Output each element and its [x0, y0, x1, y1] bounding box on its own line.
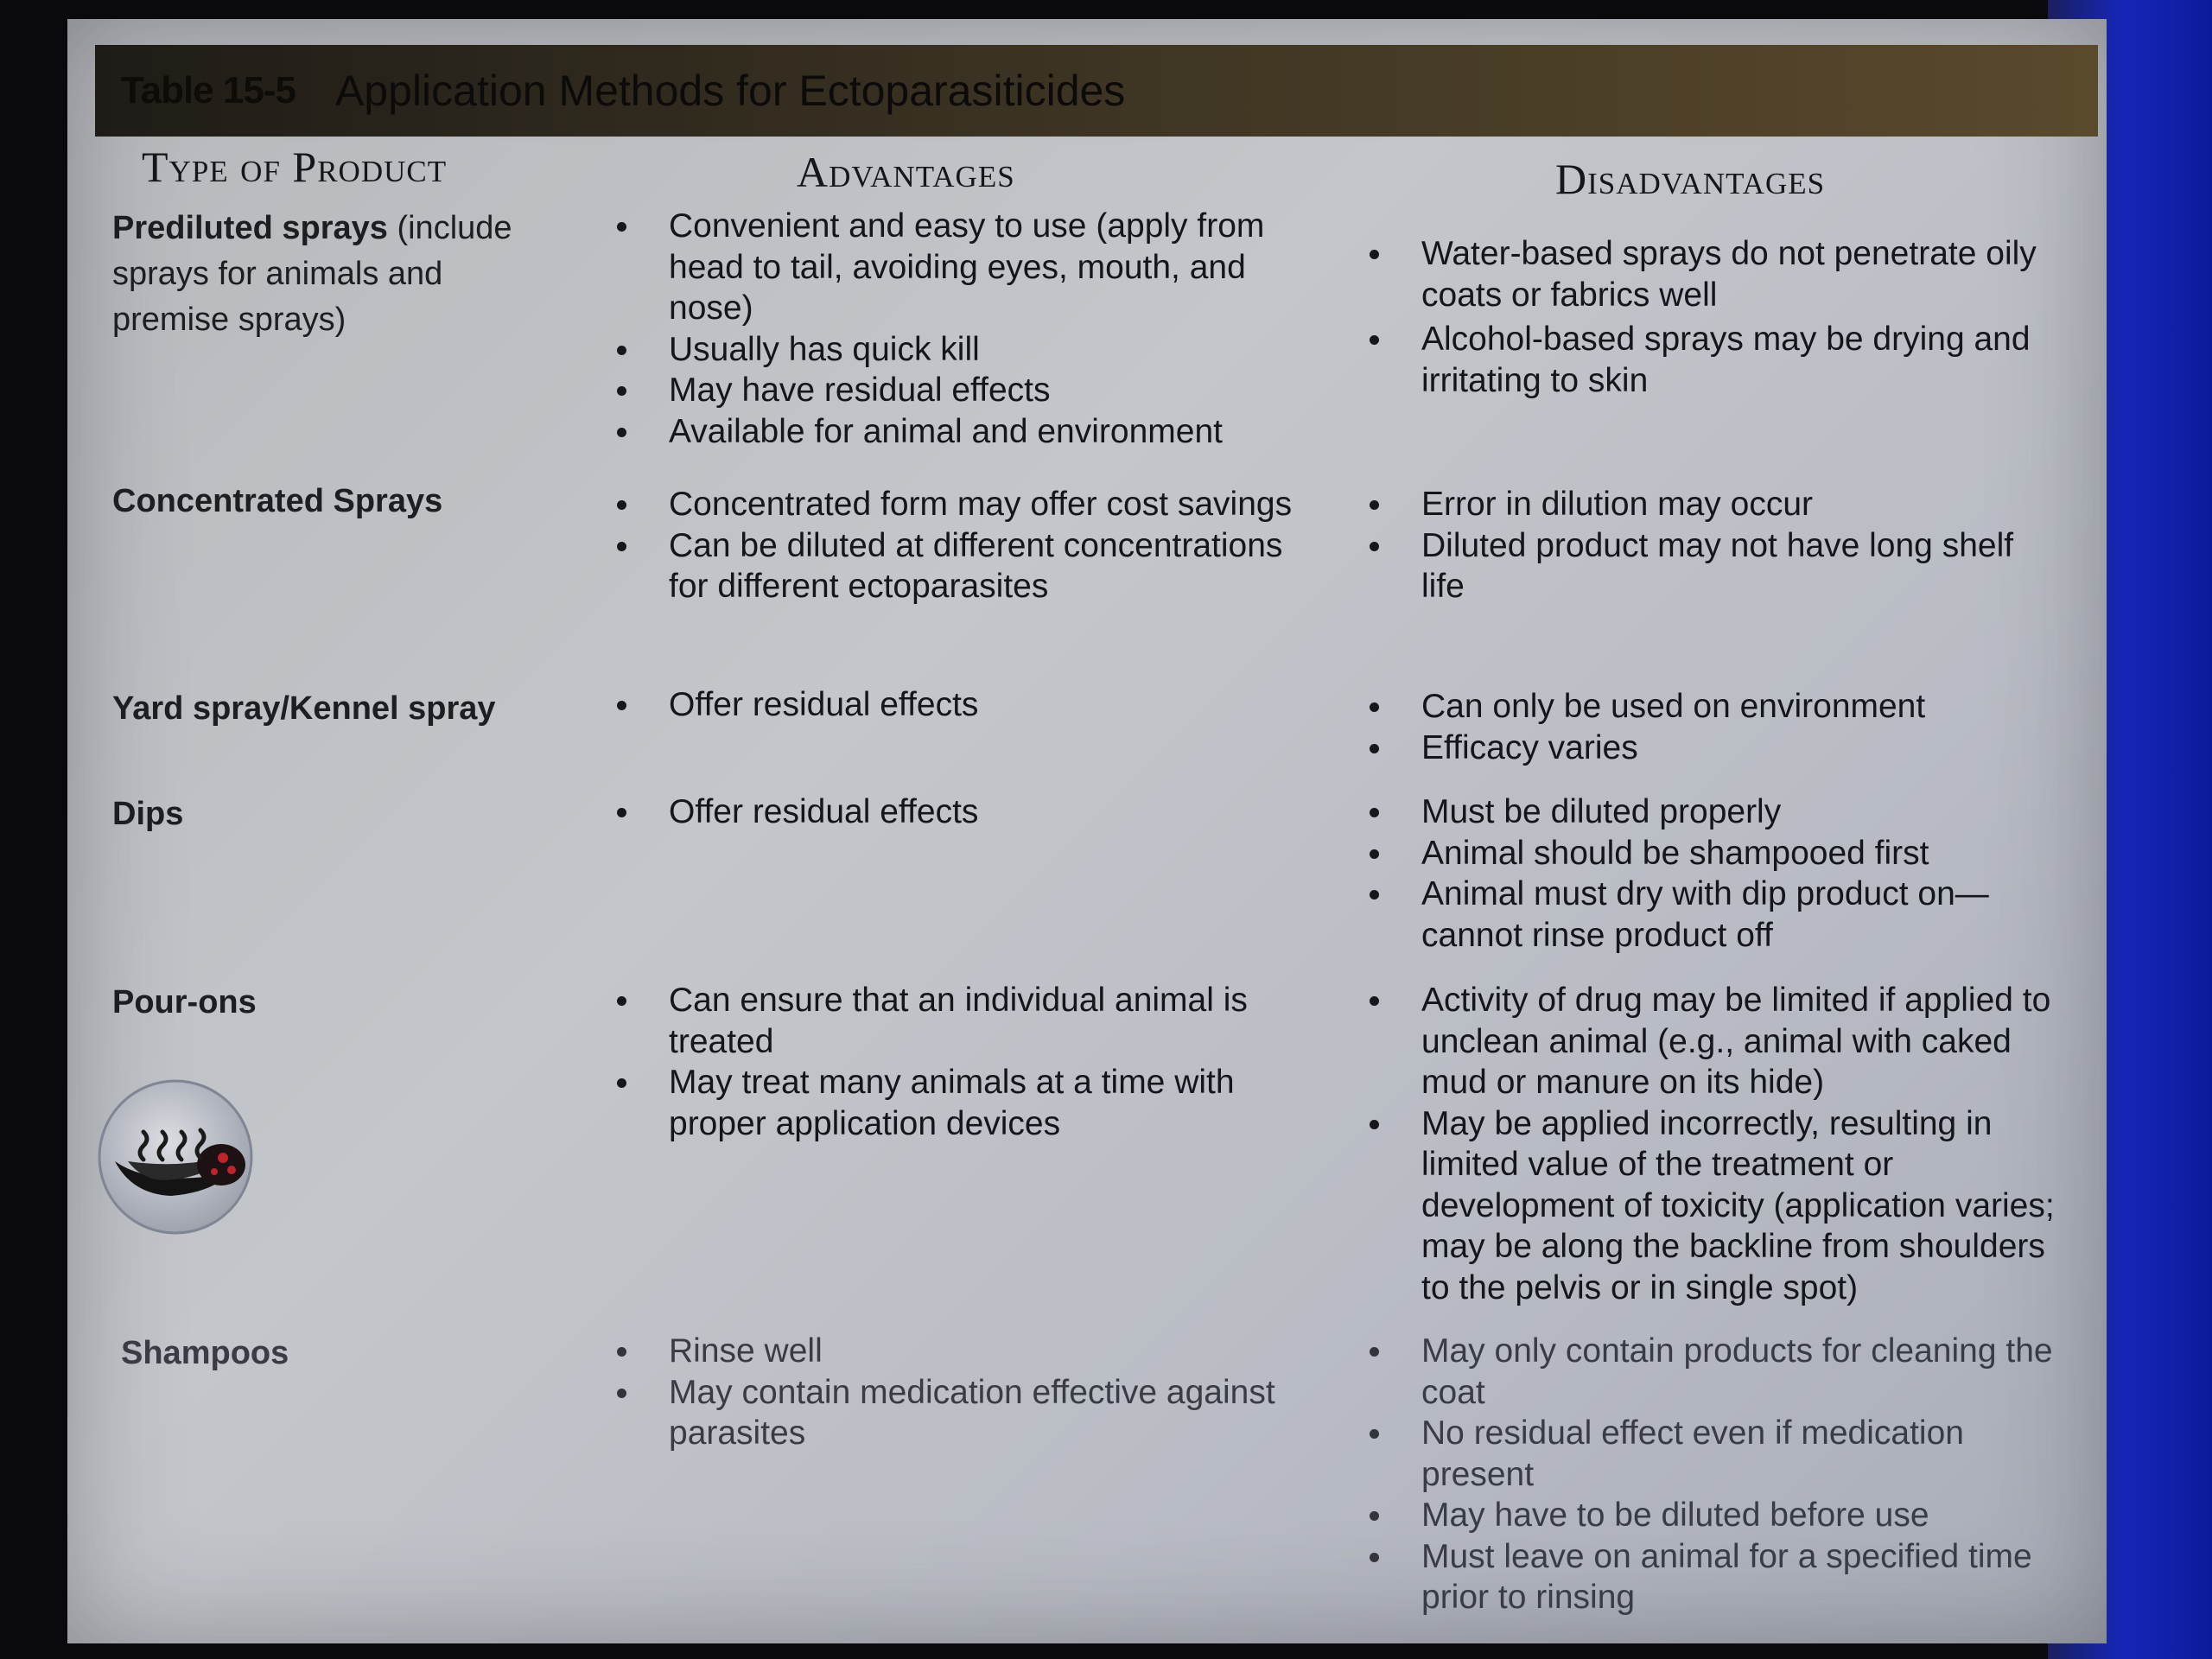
list-item: Can ensure that an individual animal is treated — [613, 980, 1305, 1062]
product-type-name: Yard spray/Kennel spray — [112, 690, 496, 727]
header-type-of-product: Type of Product — [142, 143, 448, 191]
table-title: Application Methods for Ectoparasiticides — [334, 67, 1126, 115]
list-item: Must leave on animal for a specified time prior to rinsing — [1366, 1536, 2057, 1618]
advantages-list — [613, 980, 1305, 1144]
list-item: Offer residual effects — [613, 791, 1305, 833]
list-item: Usually has quick kill — [613, 329, 1305, 371]
product-type-name: Pour-ons — [112, 984, 257, 1020]
list-item: Alcohol-based sprays may be drying and irritating to skin — [1366, 319, 2057, 401]
advantages-list — [613, 791, 1305, 833]
list-item: May only contain products for cleaning the coat — [1366, 1331, 2057, 1413]
list-item: Activity of drug may be limited if applied to unclean animal (e.g., animal with caked mud or manure on its hide) — [1366, 980, 2057, 1103]
disadvantages-list — [1366, 1331, 2057, 1618]
product-type-note: (include sprays for animals and premise sprays) — [112, 210, 512, 338]
list-item: Available for animal and environment — [613, 411, 1305, 453]
advantages-list — [613, 684, 1305, 726]
header-disadvantages: Disadvantages — [1555, 155, 1826, 203]
header-advantages: Advantages — [797, 148, 1015, 196]
product-type — [112, 791, 544, 837]
product-type — [112, 686, 544, 732]
list-item: Diluted product may not have long shelf life — [1366, 525, 2057, 607]
disadvantages-list — [1366, 484, 2057, 607]
advantages-list — [613, 1331, 1305, 1454]
disadvantages-list — [1366, 791, 2057, 956]
list-item: Error in dilution may occur — [1366, 484, 2057, 525]
list-item: Convenient and easy to use (apply from head to tail, avoiding eyes, mouth, and nose) — [613, 206, 1305, 329]
disadvantages-list — [1366, 233, 2057, 401]
list-item: May be applied incorrectly, resulting in limited value of the treatment or development of toxicity (application varies; may be along the backline from shoulders to the pelvis or in single spot) — [1366, 1103, 2057, 1309]
toxic-fumes-icon — [93, 1075, 257, 1239]
product-type-name: Dips — [112, 796, 184, 832]
table-number: Table 15-5 — [121, 69, 296, 111]
disadvantages-list — [1366, 980, 2057, 1308]
list-item: Efficacy varies — [1366, 728, 2057, 769]
advantages-list — [613, 206, 1305, 452]
list-item: May contain medication effective against parasites — [613, 1372, 1305, 1454]
list-item: Concentrated form may offer cost savings — [613, 484, 1305, 525]
product-type — [112, 980, 544, 1026]
disadvantages-list — [1366, 686, 2057, 768]
list-item: Animal must dry with dip product on—cannot rinse product off — [1366, 874, 2057, 956]
product-type — [112, 206, 544, 343]
list-item: Offer residual effects — [613, 684, 1305, 726]
product-type — [112, 479, 544, 524]
list-item: Can be diluted at different concentrations for different ectoparasites — [613, 525, 1305, 607]
list-item: May have to be diluted before use — [1366, 1495, 2057, 1536]
list-item: Must be diluted properly — [1366, 791, 2057, 833]
list-item: Water-based sprays do not penetrate oily coats or fabrics well — [1366, 233, 2057, 315]
list-item: May have residual effects — [613, 370, 1305, 411]
advantages-list — [613, 484, 1305, 607]
list-item: May treat many animals at a time with proper application devices — [613, 1062, 1305, 1144]
product-type-name: Prediluted sprays — [112, 210, 388, 246]
product-type-name: Shampoos — [121, 1335, 289, 1371]
list-item: Can only be used on environment — [1366, 686, 2057, 728]
product-type-name: Concentrated Sprays — [112, 483, 443, 519]
table-title-bar — [95, 45, 2098, 137]
list-item: Animal should be shampooed first — [1366, 833, 2057, 874]
product-type — [121, 1331, 553, 1376]
list-item: No residual effect even if medication present — [1366, 1413, 2057, 1495]
list-item: Rinse well — [613, 1331, 1305, 1372]
document-page — [67, 19, 2107, 1643]
